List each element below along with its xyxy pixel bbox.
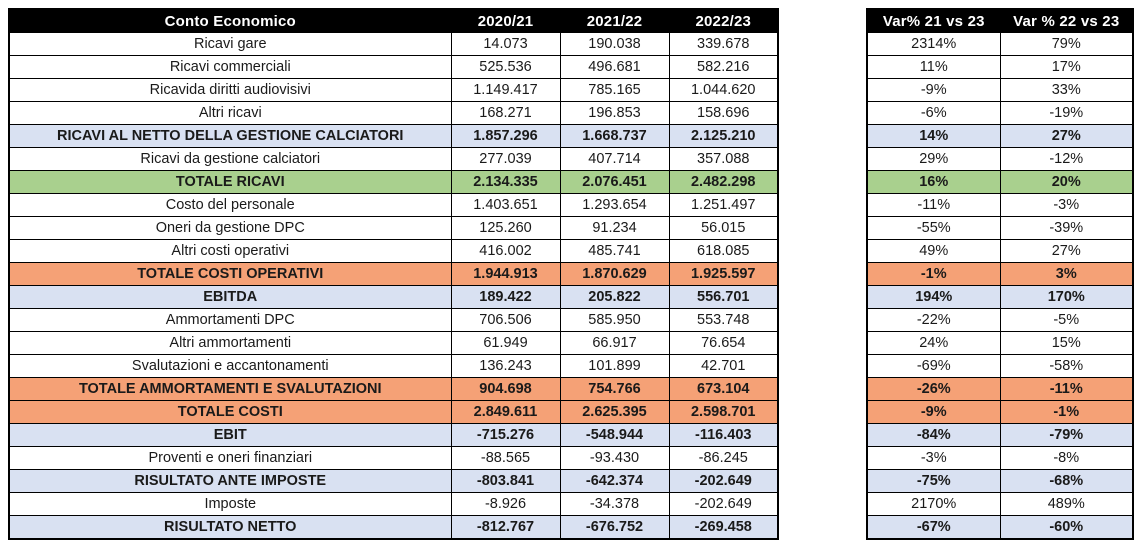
variance-row xyxy=(867,424,1133,447)
value-cell: 754.766 xyxy=(560,378,669,401)
value-cell: -93.430 xyxy=(560,447,669,470)
value-cell: 1.251.497 xyxy=(669,194,778,217)
value-cell: 2.598.701 xyxy=(669,401,778,424)
row-label-cell: Ricavi da gestione calciatori xyxy=(9,148,451,171)
value-cell: 125.260 xyxy=(451,217,560,240)
table-row xyxy=(9,447,778,470)
variance-row xyxy=(867,332,1133,355)
variance-cell: -6% xyxy=(867,102,1000,125)
value-cell: 1.870.629 xyxy=(560,263,669,286)
value-cell: 190.038 xyxy=(560,33,669,56)
variance-cell: -3% xyxy=(867,447,1000,470)
table-row xyxy=(9,171,778,194)
variance-cell: -11% xyxy=(867,194,1000,217)
value-cell: -676.752 xyxy=(560,516,669,540)
variance-row xyxy=(867,217,1133,240)
value-cell: -34.378 xyxy=(560,493,669,516)
value-cell: 556.701 xyxy=(669,286,778,309)
column-header-conto-economico: Conto Economico xyxy=(9,9,451,33)
variance-row xyxy=(867,148,1133,171)
variance-row xyxy=(867,355,1133,378)
value-cell: -202.649 xyxy=(669,493,778,516)
row-label-cell: TOTALE RICAVI xyxy=(9,171,451,194)
table-row xyxy=(9,263,778,286)
value-cell: 416.002 xyxy=(451,240,560,263)
variance-cell: -68% xyxy=(1000,470,1133,493)
value-cell: 196.853 xyxy=(560,102,669,125)
value-cell: 2.625.395 xyxy=(560,401,669,424)
row-label-cell: Ricavi commerciali xyxy=(9,56,451,79)
variance-cell: -1% xyxy=(1000,401,1133,424)
value-cell: 61.949 xyxy=(451,332,560,355)
variance-row xyxy=(867,79,1133,102)
variance-cell: -60% xyxy=(1000,516,1133,540)
variance-cell: -79% xyxy=(1000,424,1133,447)
variance-cell: 27% xyxy=(1000,240,1133,263)
income-statement-header xyxy=(9,9,778,33)
value-cell: 1.149.417 xyxy=(451,79,560,102)
value-cell: 496.681 xyxy=(560,56,669,79)
value-cell: 2.125.210 xyxy=(669,125,778,148)
row-label-cell: TOTALE COSTI OPERATIVI xyxy=(9,263,451,286)
table-row xyxy=(9,217,778,240)
table-row xyxy=(9,355,778,378)
variance-cell: -75% xyxy=(867,470,1000,493)
variance-cell: 20% xyxy=(1000,171,1133,194)
value-cell: 1.044.620 xyxy=(669,79,778,102)
value-cell: -548.944 xyxy=(560,424,669,447)
variance-row xyxy=(867,286,1133,309)
variance-table xyxy=(866,8,1134,540)
row-label-cell: TOTALE AMMORTAMENTI E SVALUTAZIONI xyxy=(9,378,451,401)
row-label-cell: Imposte xyxy=(9,493,451,516)
variance-row xyxy=(867,171,1133,194)
variance-row xyxy=(867,125,1133,148)
value-cell: 168.271 xyxy=(451,102,560,125)
var-table-body xyxy=(867,33,1133,540)
value-cell: 205.822 xyxy=(560,286,669,309)
variance-cell: 2314% xyxy=(867,33,1000,56)
variance-row xyxy=(867,401,1133,424)
value-cell: 14.073 xyxy=(451,33,560,56)
table-row xyxy=(9,493,778,516)
column-header-2022-23: 2022/23 xyxy=(669,9,778,33)
value-cell: 485.741 xyxy=(560,240,669,263)
variance-cell: -9% xyxy=(867,401,1000,424)
row-label-cell: Proventi e oneri finanziari xyxy=(9,447,451,470)
header-row xyxy=(9,9,778,33)
column-header-2020-21: 2020/21 xyxy=(451,9,560,33)
variance-row xyxy=(867,493,1133,516)
variance-cell: -5% xyxy=(1000,309,1133,332)
value-cell: 2.076.451 xyxy=(560,171,669,194)
value-cell: -202.649 xyxy=(669,470,778,493)
table-row xyxy=(9,424,778,447)
variance-row xyxy=(867,56,1133,79)
value-cell: -715.276 xyxy=(451,424,560,447)
value-cell: 189.422 xyxy=(451,286,560,309)
value-cell: -812.767 xyxy=(451,516,560,540)
header-row xyxy=(867,9,1133,33)
table-row xyxy=(9,470,778,493)
table-row xyxy=(9,102,778,125)
variance-cell: 29% xyxy=(867,148,1000,171)
value-cell: -8.926 xyxy=(451,493,560,516)
variance-row xyxy=(867,102,1133,125)
variance-cell: 3% xyxy=(1000,263,1133,286)
value-cell: 158.696 xyxy=(669,102,778,125)
row-label-cell: TOTALE COSTI xyxy=(9,401,451,424)
value-cell: 1.293.654 xyxy=(560,194,669,217)
value-cell: 101.899 xyxy=(560,355,669,378)
value-cell: 277.039 xyxy=(451,148,560,171)
variance-cell: -8% xyxy=(1000,447,1133,470)
value-cell: 1.857.296 xyxy=(451,125,560,148)
row-label-cell: RISULTATO NETTO xyxy=(9,516,451,540)
variance-cell: -19% xyxy=(1000,102,1133,125)
value-cell: 1.403.651 xyxy=(451,194,560,217)
variance-row xyxy=(867,263,1133,286)
row-label-cell: Ricavida diritti audiovisivi xyxy=(9,79,451,102)
variance-cell: -58% xyxy=(1000,355,1133,378)
variance-row xyxy=(867,33,1133,56)
variance-cell: -26% xyxy=(867,378,1000,401)
table-row xyxy=(9,56,778,79)
value-cell: 357.088 xyxy=(669,148,778,171)
row-label-cell: Costo del personale xyxy=(9,194,451,217)
value-cell: 2.134.335 xyxy=(451,171,560,194)
value-cell: -269.458 xyxy=(669,516,778,540)
row-label-cell: RISULTATO ANTE IMPOSTE xyxy=(9,470,451,493)
variance-cell: -39% xyxy=(1000,217,1133,240)
value-cell: 42.701 xyxy=(669,355,778,378)
value-cell: 2.849.611 xyxy=(451,401,560,424)
variance-cell: -11% xyxy=(1000,378,1133,401)
variance-cell: -84% xyxy=(867,424,1000,447)
value-cell: 706.506 xyxy=(451,309,560,332)
variance-row xyxy=(867,240,1133,263)
variance-cell: 33% xyxy=(1000,79,1133,102)
variance-row xyxy=(867,447,1133,470)
income-statement-table xyxy=(8,8,779,540)
column-header-var-22-vs-23: Var % 22 vs 23 xyxy=(1000,9,1133,33)
table-row xyxy=(9,194,778,217)
row-label-cell: EBIT xyxy=(9,424,451,447)
variance-cell: -67% xyxy=(867,516,1000,540)
table-row xyxy=(9,378,778,401)
variance-cell: -55% xyxy=(867,217,1000,240)
value-cell: 585.950 xyxy=(560,309,669,332)
value-cell: 91.234 xyxy=(560,217,669,240)
variance-cell: 17% xyxy=(1000,56,1133,79)
variance-cell: 27% xyxy=(1000,125,1133,148)
value-cell: 1.668.737 xyxy=(560,125,669,148)
column-header-var-21-vs-23: Var% 21 vs 23 xyxy=(867,9,1000,33)
variance-row xyxy=(867,470,1133,493)
variance-cell: 49% xyxy=(867,240,1000,263)
variance-cell: 79% xyxy=(1000,33,1133,56)
variance-cell: 489% xyxy=(1000,493,1133,516)
variance-cell: 194% xyxy=(867,286,1000,309)
value-cell: 339.678 xyxy=(669,33,778,56)
main-table-body xyxy=(9,33,778,540)
table-row xyxy=(9,286,778,309)
variance-cell: 15% xyxy=(1000,332,1133,355)
table-row xyxy=(9,125,778,148)
value-cell: -642.374 xyxy=(560,470,669,493)
row-label-cell: EBITDA xyxy=(9,286,451,309)
value-cell: 136.243 xyxy=(451,355,560,378)
table-row xyxy=(9,33,778,56)
variance-cell: -1% xyxy=(867,263,1000,286)
value-cell: 904.698 xyxy=(451,378,560,401)
row-label-cell: Ricavi gare xyxy=(9,33,451,56)
value-cell: 2.482.298 xyxy=(669,171,778,194)
value-cell: -88.565 xyxy=(451,447,560,470)
row-label-cell: Ammortamenti DPC xyxy=(9,309,451,332)
value-cell: 1.925.597 xyxy=(669,263,778,286)
variance-row xyxy=(867,194,1133,217)
value-cell: 582.216 xyxy=(669,56,778,79)
variance-cell: -22% xyxy=(867,309,1000,332)
row-label-cell: Altri ricavi xyxy=(9,102,451,125)
value-cell: 1.944.913 xyxy=(451,263,560,286)
variance-cell: 11% xyxy=(867,56,1000,79)
variance-cell: 14% xyxy=(867,125,1000,148)
value-cell: 618.085 xyxy=(669,240,778,263)
value-cell: 407.714 xyxy=(560,148,669,171)
row-label-cell: Oneri da gestione DPC xyxy=(9,217,451,240)
row-label-cell: Altri costi operativi xyxy=(9,240,451,263)
variance-cell: -12% xyxy=(1000,148,1133,171)
table-row xyxy=(9,309,778,332)
variance-row xyxy=(867,378,1133,401)
table-row xyxy=(9,240,778,263)
variance-cell: 170% xyxy=(1000,286,1133,309)
table-row xyxy=(9,516,778,540)
value-cell: 525.536 xyxy=(451,56,560,79)
variance-cell: 16% xyxy=(867,171,1000,194)
variance-cell: -3% xyxy=(1000,194,1133,217)
value-cell: -116.403 xyxy=(669,424,778,447)
value-cell: 66.917 xyxy=(560,332,669,355)
value-cell: 553.748 xyxy=(669,309,778,332)
row-label-cell: RICAVI AL NETTO DELLA GESTIONE CALCIATORI xyxy=(9,125,451,148)
value-cell: 76.654 xyxy=(669,332,778,355)
row-label-cell: Altri ammortamenti xyxy=(9,332,451,355)
table-row xyxy=(9,79,778,102)
value-cell: -86.245 xyxy=(669,447,778,470)
value-cell: 56.015 xyxy=(669,217,778,240)
column-header-2021-22: 2021/22 xyxy=(560,9,669,33)
variance-cell: -9% xyxy=(867,79,1000,102)
variance-cell: -69% xyxy=(867,355,1000,378)
variance-row xyxy=(867,516,1133,540)
value-cell: 785.165 xyxy=(560,79,669,102)
variance-table-header xyxy=(867,9,1133,33)
variance-cell: 2170% xyxy=(867,493,1000,516)
variance-row xyxy=(867,309,1133,332)
table-row xyxy=(9,148,778,171)
value-cell: -803.841 xyxy=(451,470,560,493)
value-cell: 673.104 xyxy=(669,378,778,401)
row-label-cell: Svalutazioni e accantonamenti xyxy=(9,355,451,378)
table-row xyxy=(9,332,778,355)
table-row xyxy=(9,401,778,424)
variance-cell: 24% xyxy=(867,332,1000,355)
